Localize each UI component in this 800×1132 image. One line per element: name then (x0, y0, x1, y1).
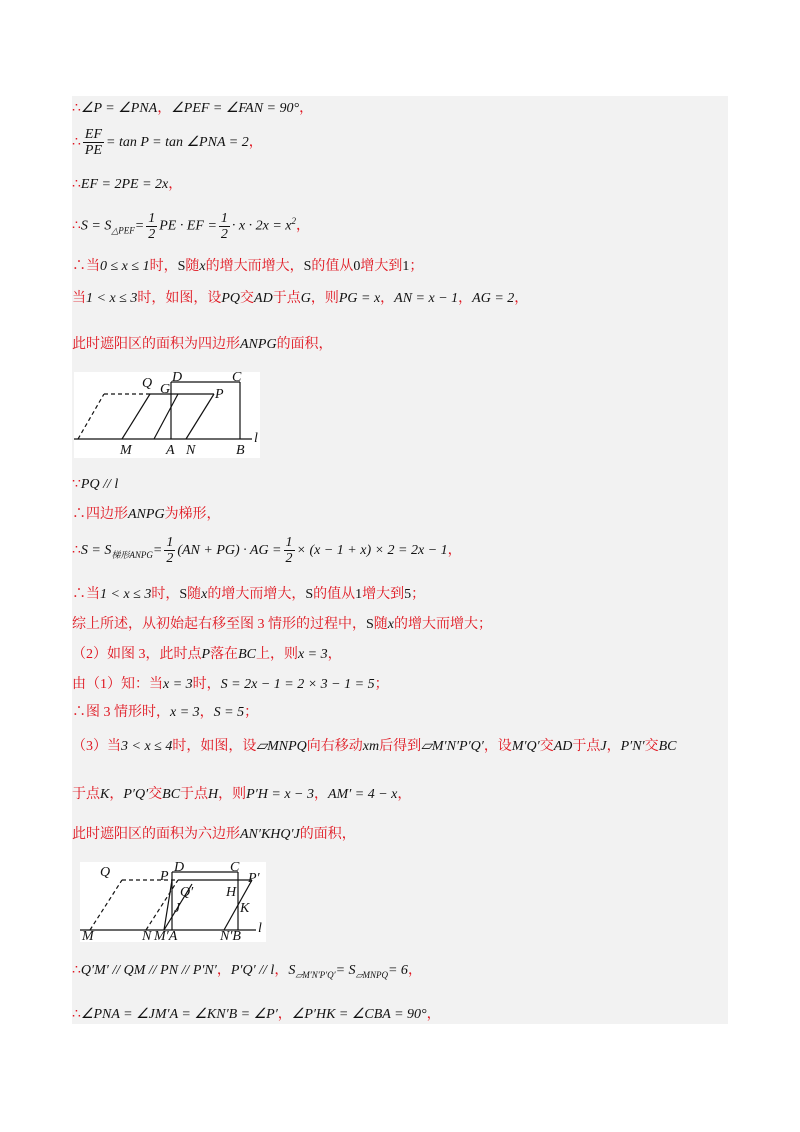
line-13: （2）如图 3，此时点P落在BC上，则x = 3， (72, 647, 342, 662)
line-18: 此时遮阳区的面积为六边形AN′KHQ′J的面积， (72, 827, 356, 842)
label-K: K (240, 901, 250, 916)
label-P: P (215, 387, 224, 402)
dashed-edge (90, 880, 122, 930)
line-4: ∴S = $S_{\triangle PEF}=$ $\frac{1}{2}$ PE · EF = $\frac{1}{2}$ · $x \cdot 2x = x^2$， (72, 210, 310, 242)
line-6: 当1 < x ≤ 3时，如图，设PQ交AD于点G，则PG = x，AN = x − 1，AG = 2， (72, 291, 529, 306)
solution-sheet (72, 96, 728, 1024)
line-15: ∴图 3 情形时，x = 3，S = 5； (72, 705, 259, 720)
label-P-prime: P′ (248, 871, 260, 886)
line-17: 于点K，P′Q′交BC于点H，则P′H = x − 3，AM′ = 4 − x， (72, 787, 412, 802)
line-11: ∴当1 < x ≤ 3时，S随x的增大而增大，S的值从1增大到5； (72, 587, 426, 602)
line-7: 此时遮阳区的面积为四边形ANPG的面积， (72, 337, 333, 352)
label-l: l (258, 921, 262, 936)
line-8: ∵PQ // l (72, 477, 119, 492)
line-3: ∴EF = 2PE = 2x， (72, 177, 183, 192)
dashed-edge (78, 394, 104, 439)
line-1: ∴∠P = ∠PNA，∠PEF = ∠FAN = 90°， (72, 101, 314, 116)
line-10: ∴S = $S_{梯形ANPG}=$ $\frac{1}{2}$ (AN + PG) · AG = $\frac{1}{2}$ × (x − 1 + x) × 2 = 2x − 1， (72, 535, 462, 567)
label-N: N (142, 929, 152, 942)
line-16: （3）当3 < x ≤ 4时，如图，设▱MNPQ向右移动xm后得到▱M′N′P′Q′，设M′Q′交AD于点J，P′N′交BC (72, 739, 677, 754)
label-N: N (186, 443, 196, 458)
label-H: H (226, 885, 237, 900)
figure-1 (74, 372, 260, 458)
fraction: $\frac{1}{2}$ (148, 210, 156, 242)
label-Q: Q (100, 865, 111, 880)
line-12: 综上所述，从初始起右移至图 3 情形的过程中，S随x的增大而增大； (72, 617, 493, 632)
label-P: P (160, 869, 169, 884)
label-Q-prime: Q′ (180, 885, 194, 900)
line-9: ∴四边形ANPG为梯形， (72, 507, 221, 522)
edge-inner (154, 394, 178, 439)
line-19: ∴Q′M′ // QM // PN // P′N′，P′Q′ // l，$S_{▱M'N'P'Q'}= S_{▱MNPQ}= 6$， (72, 963, 422, 980)
line-5: ∴当0 ≤ x ≤ 1时，S随x的增大而增大，S的值从0增大到1； (72, 259, 424, 274)
label-N-prime-B: N′B (220, 929, 241, 942)
label-J: J (174, 901, 181, 916)
fraction: $\frac{EF}{PE}$ (84, 127, 103, 159)
label-G: G (160, 382, 171, 397)
label-M: M (120, 443, 132, 458)
figure-2 (80, 862, 266, 942)
label-C: C (230, 862, 240, 875)
edge-NP (186, 394, 214, 439)
label-C: C (232, 372, 242, 385)
figure-1-diagram (74, 372, 260, 458)
label-M: M (82, 929, 94, 942)
edge-MQ (122, 394, 150, 439)
line-14: 由（1）知：当x = 3时，S = 2x − 1 = 2 × 3 − 1 = 5； (72, 677, 389, 692)
line-20: ∴∠PNA = ∠JM′A = ∠KN′B = ∠P′，∠P′HK = ∠CBA = 90°， (72, 1007, 441, 1022)
label-Q: Q (142, 376, 153, 391)
label-D: D (174, 862, 185, 875)
label-D: D (172, 372, 183, 385)
fraction: $\frac{1}{2}$ (220, 210, 228, 242)
label-B: B (236, 443, 245, 458)
label-A: A (166, 443, 175, 458)
fraction: $\frac{1}{2}$ (166, 535, 174, 567)
figure-2-diagram (80, 862, 266, 942)
label-M-prime-A: M′A (154, 929, 178, 942)
label-l: l (254, 431, 258, 446)
fraction: $\frac{1}{2}$ (285, 535, 293, 567)
line-2: ∴ $\frac{EF}{PE}$ = tan P = tan ∠PNA = 2， (72, 127, 263, 159)
